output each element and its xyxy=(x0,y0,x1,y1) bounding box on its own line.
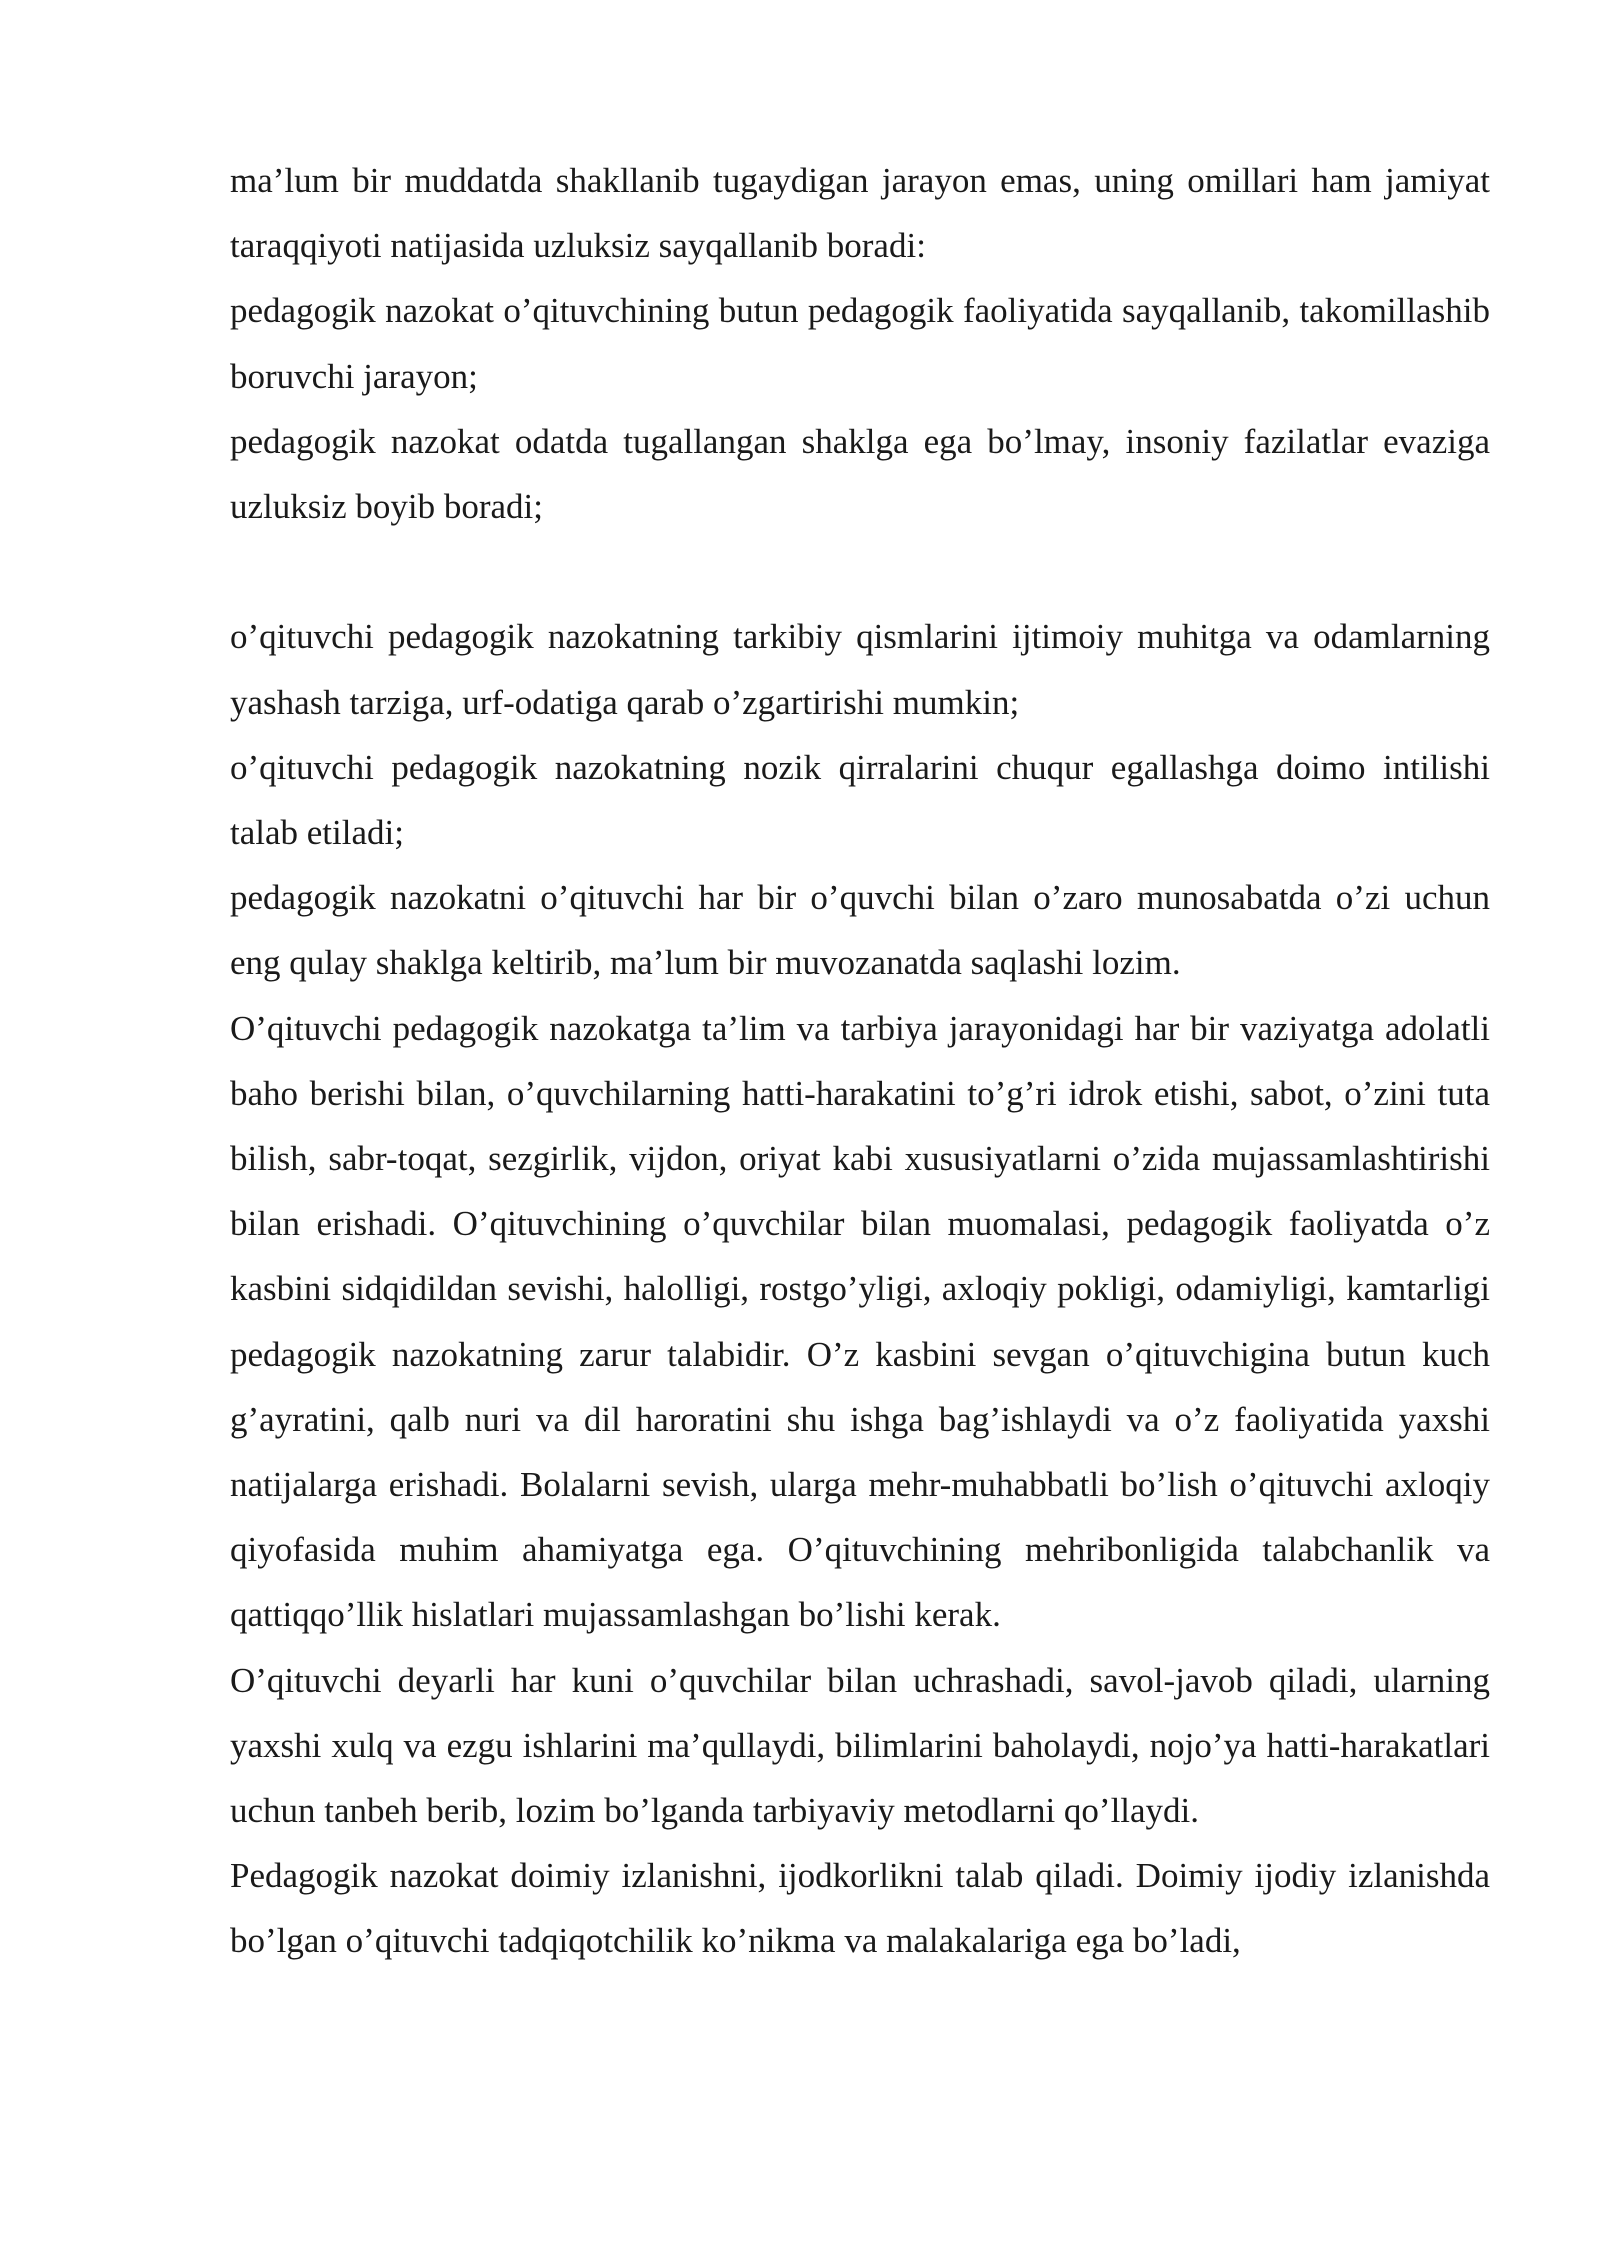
document-body xyxy=(230,148,1490,1974)
paragraph: o’qituvchi pedagogik nazokatning nozik qirralarini chuqur egallashga doimo intilishi talab etiladi; xyxy=(230,747,1490,853)
paragraph: O’qituvchi pedagogik nazokatga ta’lim va tarbiya jarayonidagi har bir vaziyatga adolatli baho berishi bilan, o’quvchilarning hatti-harakatini to’g’ri idrok etishi, sabot, o’zini tuta bilish, sabr-toqat, sezgirlik, vijdon, oriyat kabi xususiyatlarni o’zida mujassamlashtirishi bilan erishadi. O’qituvchining o’quvchilar bilan muomalasi, pedagogik faoliyatda o’z kasbini sidqidildan sevishi, halolligi, rostgo’yligi, axloqiy pokligi, odamiyligi, kamtarligi pedagogik nazokatning zarur talabidir. O’z kasbini sevgan o’qituvchigina butun kuch g’ayratini, qalb nuri va dil haroratini shu ishga bag’ishlaydi va o’z faoliyatida yaxshi natijalarga erishadi. Bolalarni sevish, ularga mehr-muhabbatli bo’lish o’qituvchi axloqiy qiyofasida muhim ahamiyatga ega. O’qituvchining mehribonligida talabchanlik va qattiqqo’llik hislatlari mujassamlashgan bo’lishi kerak. xyxy=(230,1008,1490,1635)
paragraph: O’qituvchi deyarli har kuni o’quvchilar bilan uchrashadi, savol-javob qiladi, ularning yaxshi xulq va ezgu ishlarini ma’qullaydi, bilimlarini baholaydi, nojo’ya hatti-harakatlari uchun tanbeh berib, lozim bo’lganda tarbiyaviy metodlarni qo’llaydi. xyxy=(230,1660,1490,1831)
paragraph-spacer xyxy=(230,539,1490,604)
paragraph: ma’lum bir muddatda shakllanib tugaydigan jarayon emas, uning omillari ham jamiyat taraqqiyoti natijasida uzluksiz sayqallanib boradi: xyxy=(230,161,1490,266)
paragraph: pedagogik nazokat odatda tugallangan shaklga ega bo’lmay, insoniy fazilatlar evaziga uzluksiz boyib boradi; xyxy=(230,421,1490,527)
paragraph: pedagogik nazokatni o’qituvchi har bir o’quvchi bilan o’zaro munosabatda o’zi uchun eng qulay shaklga keltirib, ma’lum bir muvozanatda saqlashi lozim. xyxy=(230,878,1490,983)
paragraph: o’qituvchi pedagogik nazokatning tarkibiy qismlarini ijtimoiy muhitga va odamlarning yashash tarziga, urf-odatiga qarab o’zgartirishi mumkin; xyxy=(230,617,1490,722)
paragraph: Pedagogik nazokat doimiy izlanishni, ijodkorlikni talab qiladi. Doimiy ijodiy izlanishda bo’lgan o’qituvchi tadqiqotchilik ko’nikma va malakalariga ega bo’ladi, xyxy=(230,1856,1490,1961)
paragraph: pedagogik nazokat o’qituvchining butun pedagogik faoliyatida sayqallanib, takomillashib boruvchi jarayon; xyxy=(230,291,1490,396)
